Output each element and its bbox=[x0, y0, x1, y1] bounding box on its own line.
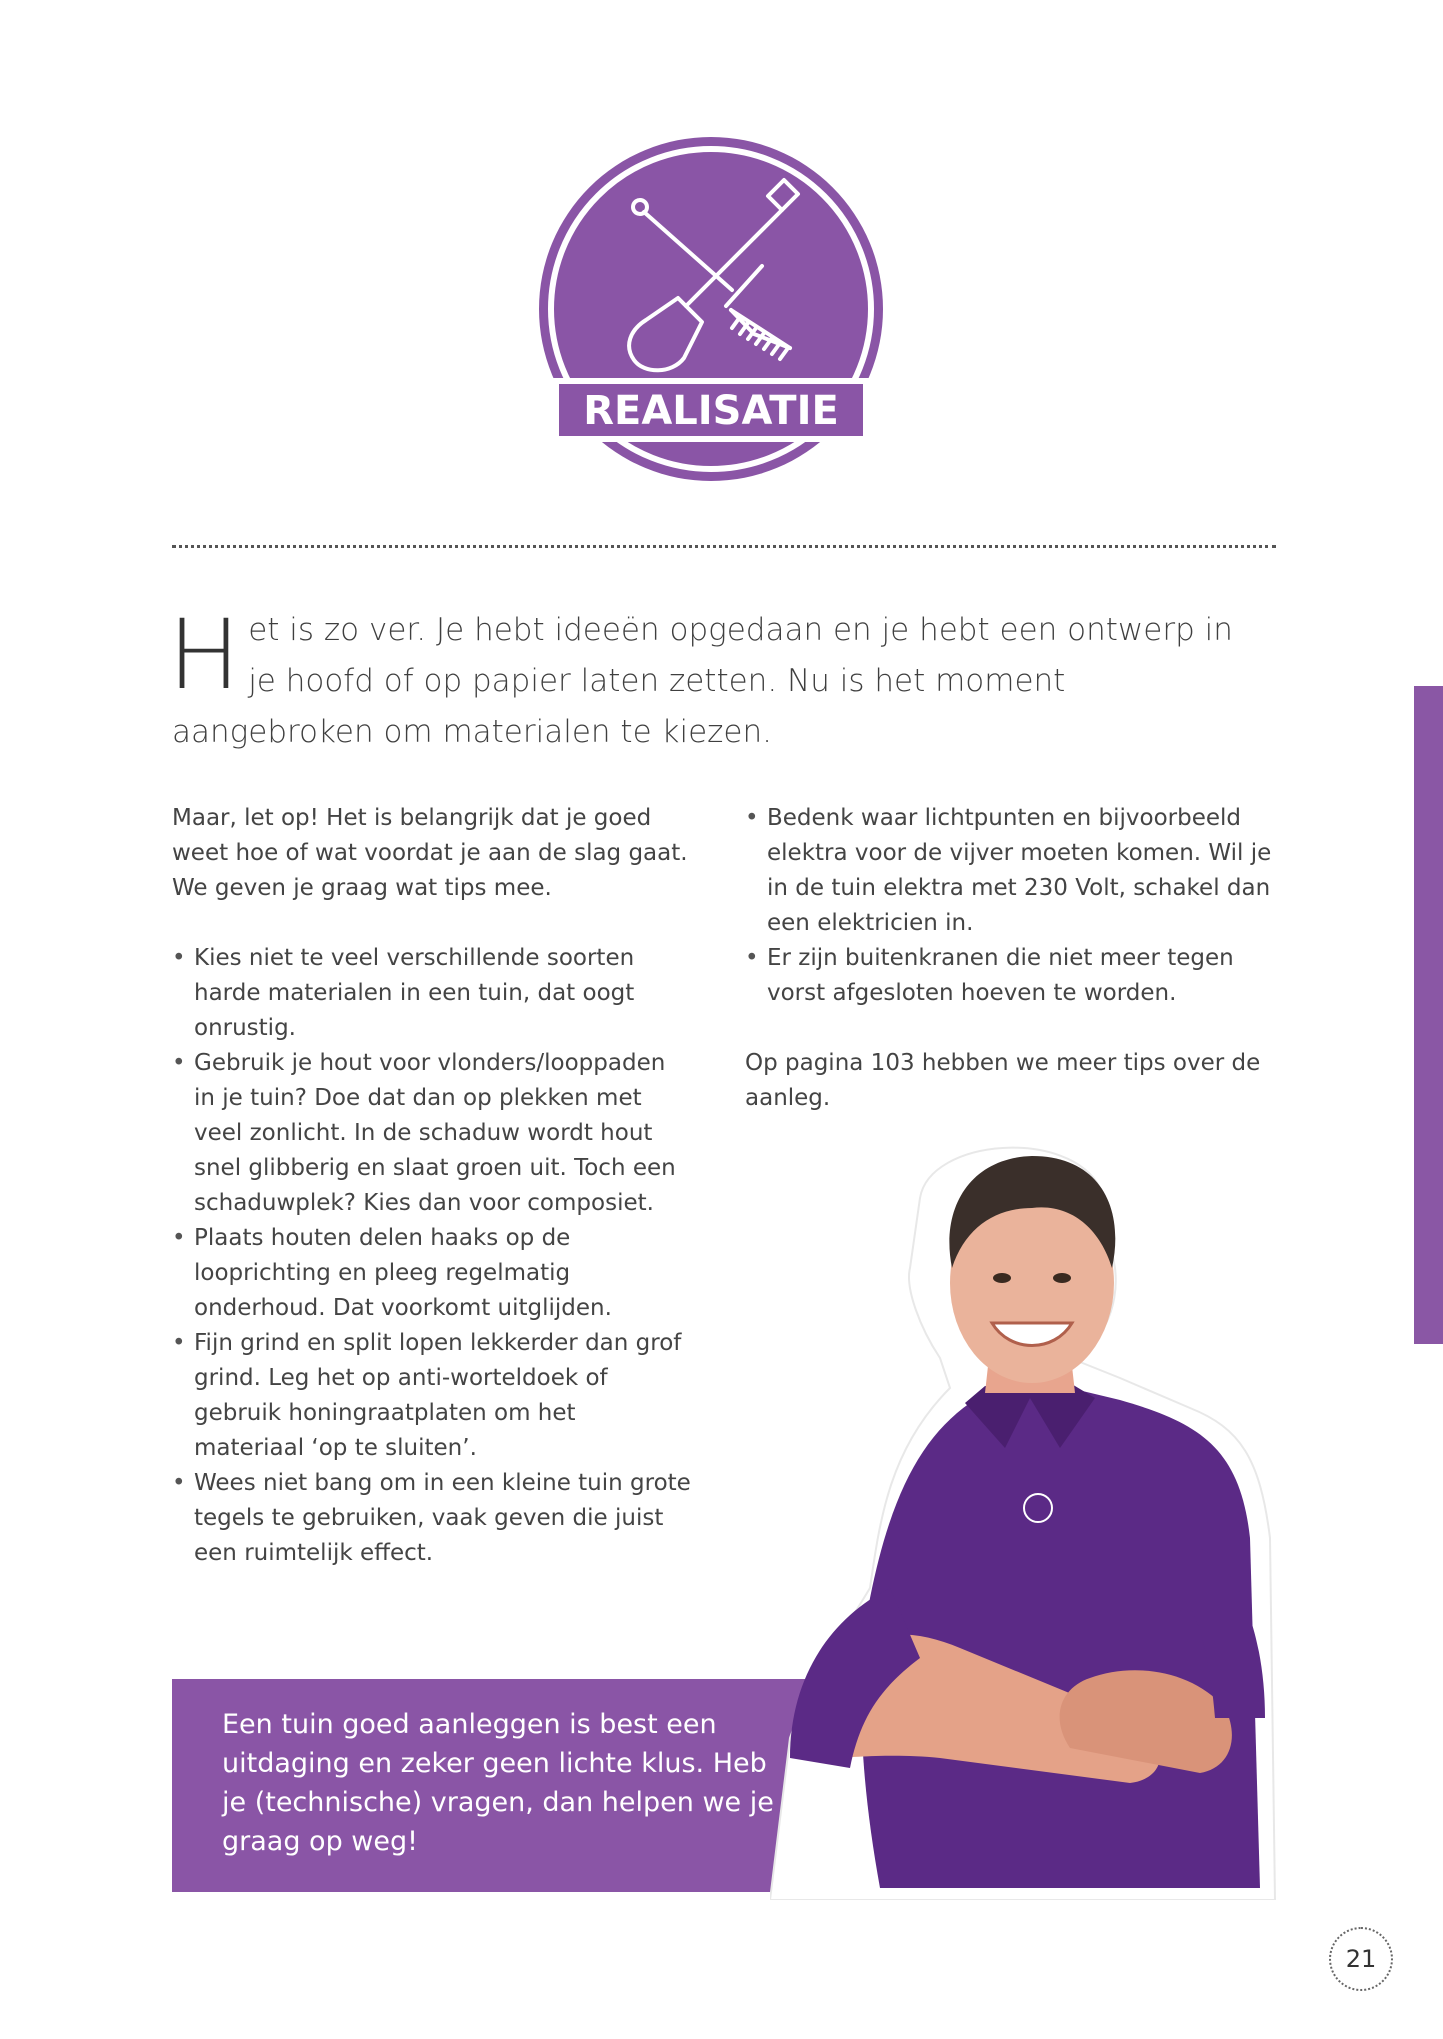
dotted-divider bbox=[172, 545, 1276, 548]
badge-label: REALISATIE bbox=[583, 388, 839, 434]
left-paragraph: Maar, let op! Het is belangrijk dat je goed weet hoe of wat voordat je aan de slag gaat. We geven je graag wat tips mee. bbox=[172, 805, 688, 901]
page-number: 21 bbox=[1329, 1927, 1393, 1991]
chapter-side-tab bbox=[1414, 686, 1443, 1344]
quote-text: Een tuin goed aanleggen is best een uitdaging en zeker geen lichte klus. Heb je (technische) vragen, dan helpen we je graag op weg! bbox=[222, 1709, 774, 1857]
tip-item: • Bedenk waar lichtpunten en bijvoorbeeld elektra voor de vijver moeten komen. Wil je in de tuin elektra met 230 Volt, schakel dan een elektricien in. bbox=[745, 801, 1285, 941]
tip-item: • Wees niet bang om in een kleine tuin grote tegels te gebruiken, vaak geven die juist een ruimtelijk effect. bbox=[172, 1466, 692, 1571]
intro-paragraph bbox=[168, 599, 1252, 758]
right-paragraph: Op pagina 103 hebben we meer tips over de aanleg. bbox=[745, 1050, 1261, 1111]
tip-item: • Fijn grind en split lopen lekkerder dan grof grind. Leg het op anti-worteldoek of gebruik honingraatplaten om het materiaal ‘op te sluiten’. bbox=[172, 1326, 692, 1466]
right-column bbox=[745, 801, 1285, 1116]
realisatie-badge bbox=[536, 134, 886, 484]
left-column bbox=[172, 801, 692, 1571]
tip-item: • Kies niet te veel verschillende soorten harde materialen in een tuin, dat oogt onrustig. bbox=[172, 941, 692, 1046]
intro-dropcap: H bbox=[168, 599, 241, 711]
person-photo bbox=[770, 1118, 1280, 1900]
intro-text: et is zo ver. Je hebt ideeën opgedaan en je hebt een ontwerp in je hoofd of op papier laten zetten. Nu is het moment aangebroken om materialen te kiezen. bbox=[172, 612, 1233, 750]
tip-item: • Er zijn buitenkranen die niet meer tegen vorst afgesloten hoeven te worden. bbox=[745, 941, 1285, 1011]
tip-item: • Gebruik je hout voor vlonders/looppaden in je tuin? Doe dat dan op plekken met veel zonlicht. In de schaduw wordt hout snel glibberig en slaat groen uit. Toch een schaduwplek? Kies dan voor composiet. bbox=[172, 1046, 692, 1221]
tips-list-continued bbox=[745, 801, 1285, 1011]
tip-item: • Plaats houten delen haaks op de looprichting en pleeg regelmatig onderhoud. Dat voorkomt uitglijden. bbox=[172, 1221, 692, 1326]
tips-list bbox=[172, 941, 692, 1571]
